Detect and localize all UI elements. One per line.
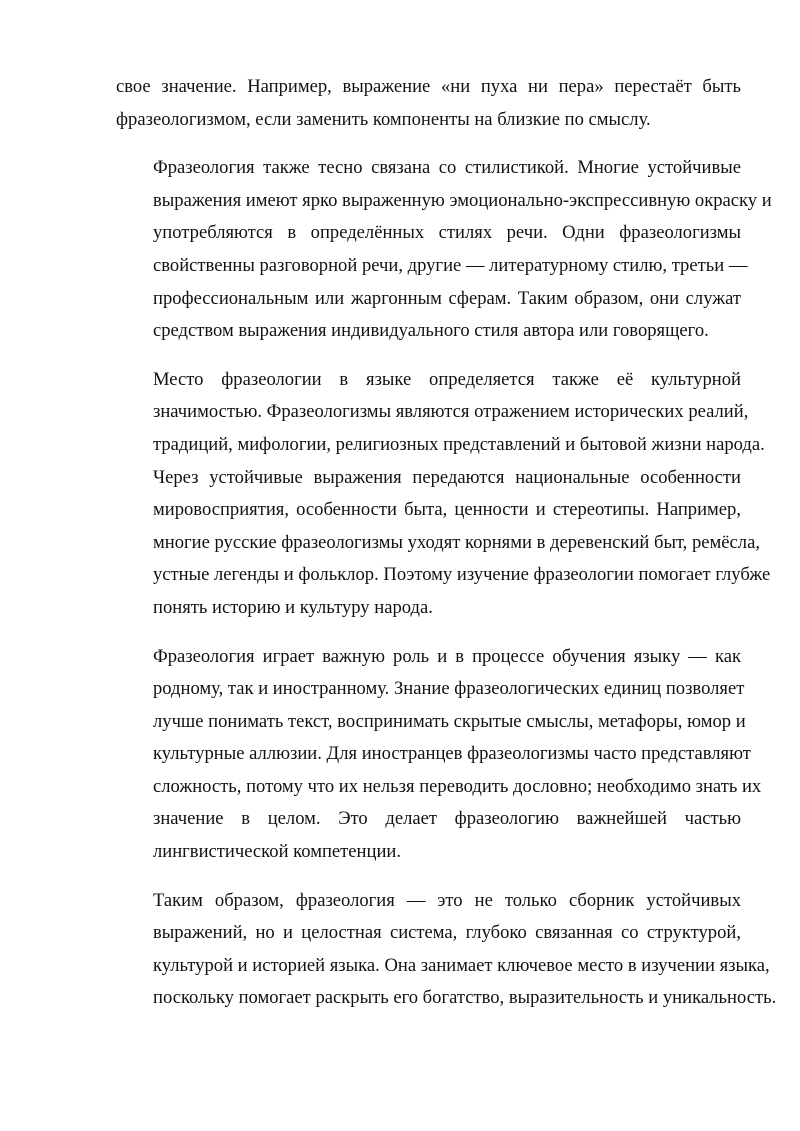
text-line: средством выражения индивидуального стиля автора или говорящего.: [153, 320, 709, 342]
text-line: родному, так и иностранному. Знание фразеологических единиц позволяет: [153, 678, 745, 700]
text-line: выражения имеют ярко выраженную эмоционально-экспрессивную окраску и: [153, 189, 772, 211]
text-line: поскольку помогает раскрыть его богатство, выразительность и уникальность.: [153, 987, 777, 1009]
paragraph: [116, 71, 741, 136]
text-line: Фразеология также тесно связана со стилистикой. Многие устойчивые: [153, 157, 741, 179]
text-line: свойственны разговорной речи, другие — литературному стилю, третьи —: [153, 254, 748, 276]
text-line: культурные аллюзии. Для иностранцев фразеологизмы часто представляют: [153, 743, 751, 765]
text-line: традиций, мифологии, религиозных представлений и бытовой жизни народа.: [153, 433, 765, 455]
text-line: Фразеология играет важную роль и в процессе обучения языку — как: [153, 645, 741, 667]
text-line: сложность, потому что их нельзя переводить дословно; необходимо знать их: [153, 775, 762, 797]
text-line: профессиональным или жаргонным сферам. Таким образом, они служат: [153, 287, 741, 309]
text-line: лучше понимать текст, воспринимать скрытые смыслы, метафоры, юмор и: [153, 710, 746, 732]
text-line: лингвистической компетенции.: [153, 841, 402, 863]
paragraph: [116, 641, 762, 869]
text-line: культурой и историей языка. Она занимает ключевое место в изучении языка,: [153, 954, 770, 976]
text-line: свое значение. Например, выражение «ни пуха ни пера» перестаёт быть: [116, 76, 741, 97]
text-line: Через устойчивые выражения передаются национальные особенности: [153, 466, 741, 488]
text-line: выражений, но и целостная система, глубоко связанная со структурой,: [153, 922, 741, 944]
text-line: фразеологизмом, если заменить компоненты на близкие по смыслу.: [116, 108, 651, 130]
text-line: значение в целом. Это делает фразеологию важнейшей частью: [153, 808, 741, 830]
text-line: мировосприятия, особенности быта, ценности и стереотипы. Например,: [153, 499, 741, 521]
text-line: Место фразеологии в языке определяется также её культурной: [153, 368, 741, 390]
paragraph: [116, 364, 771, 625]
text-line: Таким образом, фразеология — это не только сборник устойчивых: [153, 889, 741, 911]
text-line: значимостью. Фразеологизмы являются отражением исторических реалий,: [153, 401, 749, 423]
paragraph: [116, 152, 772, 348]
document-body: [116, 71, 777, 1015]
text-line: устные легенды и фольклор. Поэтому изучение фразеологии помогает глубже: [153, 564, 771, 586]
text-line: многие русские фразеологизмы уходят корнями в деревенский быт, ремёсла,: [153, 531, 760, 553]
text-line: понять историю и культуру народа.: [153, 596, 433, 618]
text-line: употребляются в определённых стилях речи. Одни фразеологизмы: [153, 222, 741, 244]
paragraph: [116, 885, 777, 1015]
